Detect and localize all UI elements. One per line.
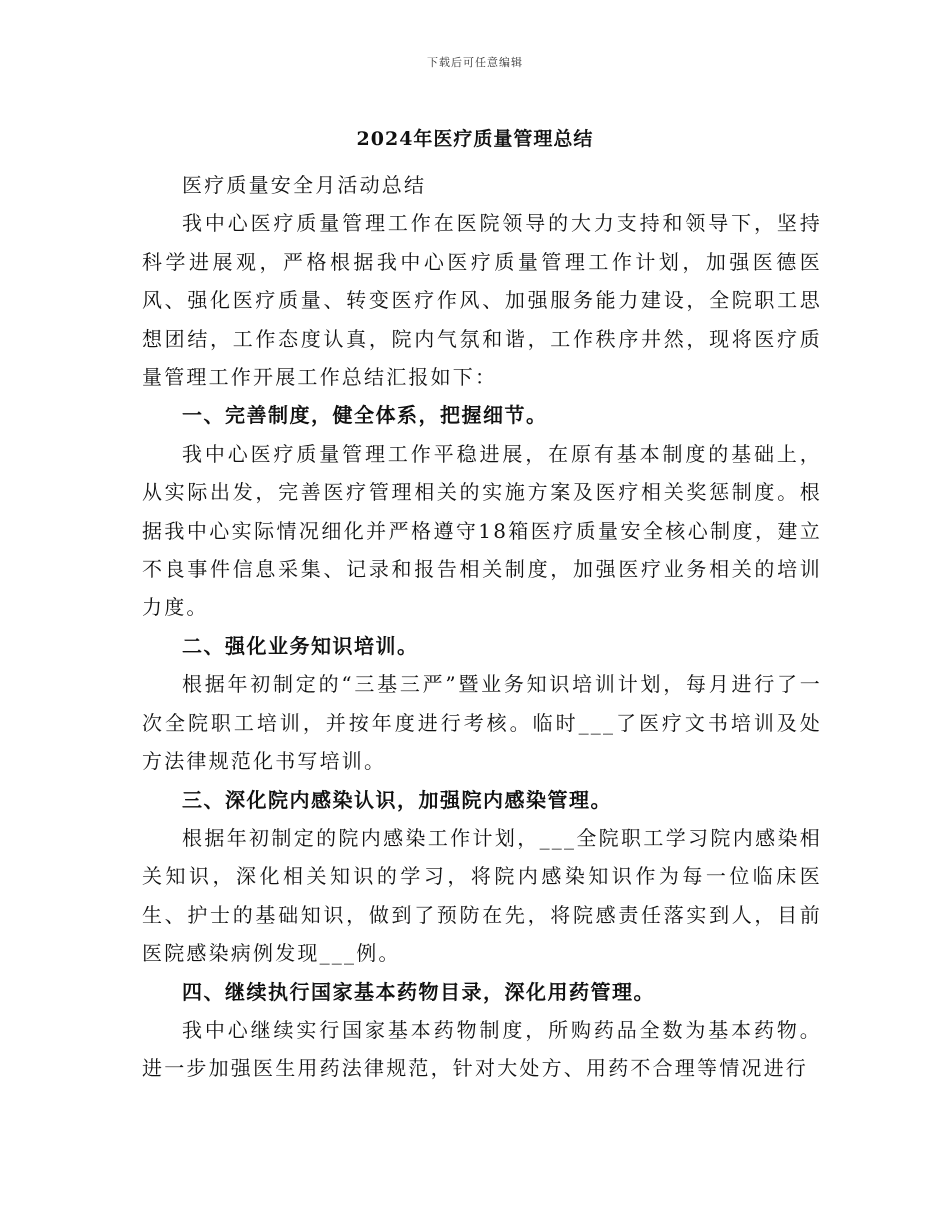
section-heading-3: 三、深化院内感染认识，加强院内感染管理。: [182, 787, 612, 812]
subtitle-paragraph: 医疗质量安全月活动总结: [182, 173, 427, 197]
section-heading-4: 四、继续执行国家基本药物目录，深化用药管理。: [182, 979, 655, 1004]
section-heading-2: 二、强化业务知识培训。: [182, 633, 419, 658]
section-paragraph-4: 我中心继续实行国家基本药物制度，所购药品全数为基本药物。进一步加强医生用药法律规范，针对大处方、用药不合理等情况进行: [142, 1017, 822, 1081]
section-paragraph-1: 我中心医疗质量管理工作平稳进展，在原有基本制度的基础上，从实际出发，完善医疗管理相关的实施方案及医疗相关奖惩制度。根据我中心实际情况细化并严格遵守18箱医疗质量安全核心制度，建立不良事件信息采集、记录和报告相关制度，加强医疗业务相关的培训力度。: [142, 441, 822, 620]
section-heading-1: 一、完善制度，健全体系，把握细节。: [182, 403, 548, 428]
document-title: 2024年医疗质量管理总结: [356, 128, 594, 150]
section-paragraph-2: 根据年初制定的“三基三严”暨业务知识培训计划，每月进行了一次全院职工培训，并按年度进行考核。临时___了医疗文书培训及处方法律规范化书写培训。: [142, 672, 822, 774]
intro-paragraph: 我中心医疗质量管理工作在医院领导的大力支持和领导下，坚持科学进展观，严格根据我中心医疗质量管理工作计划，加强医德医风、强化医疗质量、转变医疗作风、加强服务能力建设，全院职工思想团结，工作态度认真，院内气氛和谐，工作秩序井然，现将医疗质量管理工作开展工作总结汇报如下：: [142, 211, 822, 390]
document-body: [142, 166, 822, 1088]
header-note: 下载后可任意编辑: [427, 56, 523, 69]
section-paragraph-3: 根据年初制定的院内感染工作计划，___全院职工学习院内感染相关知识，深化相关知识的学习，将院内感染知识作为每一位临床医生、护士的基础知识，做到了预防在先，将院感责任落实到人，目前医院感染病例发现___例。: [142, 825, 822, 966]
